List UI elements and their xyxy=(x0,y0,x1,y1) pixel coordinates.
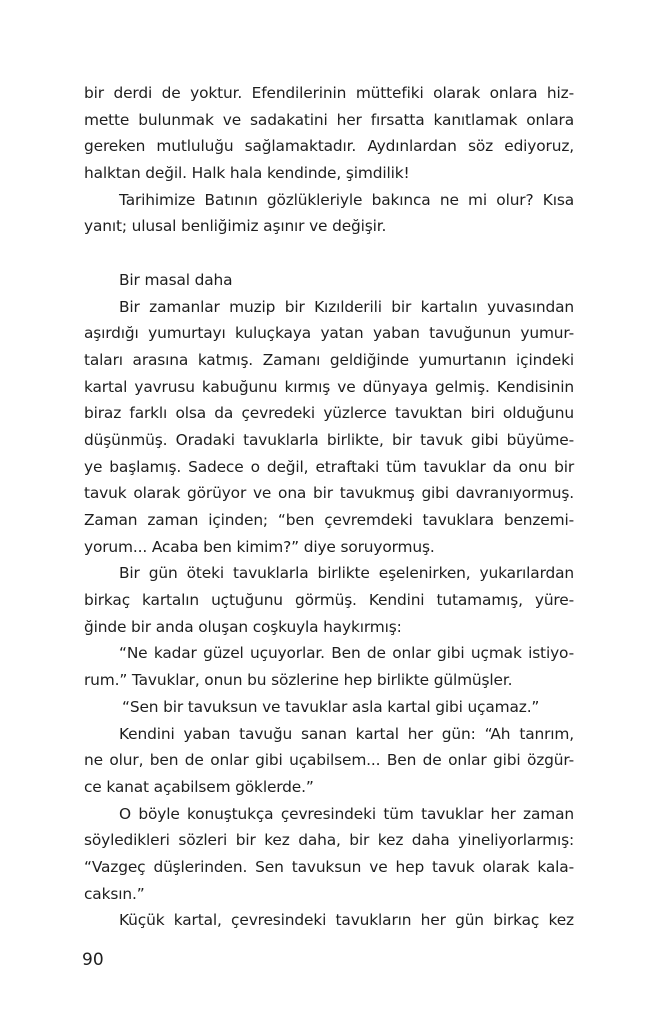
text-line: yanıt; ulusal benliğimiz aşınır ve değişir. xyxy=(84,217,387,236)
text-line: Kendini yaban tavuğu sanan kartal her gün: “Ah tanrım, xyxy=(119,724,574,743)
paragraph-gap xyxy=(84,240,574,267)
text-line: tavuk olarak görüyor ve ona bir tavukmuş gibi davranıyormuş. xyxy=(84,484,574,503)
text-line: düşünmüş. Oradaki tavuklarla birlikte, bir tavuk gibi büyüme- xyxy=(84,430,574,449)
text-line: Küçük kartal, çevresindeki tavukların her gün birkaç kez xyxy=(119,911,574,930)
text-line: biraz farklı olsa da çevredeki yüzlerce tavuktan biri olduğunu xyxy=(84,404,574,423)
text-line: Zaman zaman içinden; “ben çevremdeki tavuklara benzemi- xyxy=(84,511,574,529)
text-line: “Sen bir tavuksun ve tavuklar asla kartal gibi uçamaz.” xyxy=(122,697,540,716)
section-heading: Bir masal daha xyxy=(119,270,233,289)
text-line: halktan değil. Halk hala kendinde, şimdilik! xyxy=(84,164,410,183)
text-line: mette bulunmak ve sadakatini her fırsatta kanıtlamak onlara xyxy=(84,110,574,129)
text-line: birkaç kartalın uçtuğunu görmüş. Kendini tutamamış, yüre- xyxy=(84,591,574,610)
text-line: rum.” Tavuklar, onun bu sözlerine hep birlikte gülmüşler. xyxy=(84,671,513,690)
text-line: Tarihimize Batının gözlükleriyle bakınca ne mi olur? Kısa xyxy=(119,190,574,209)
text-line: Bir gün öteki tavuklarla birlikte eşelenirken, yukarılardan xyxy=(119,564,574,583)
text-line: O böyle konuştukça çevresindeki tüm tavuklar her zaman xyxy=(119,804,574,823)
text-line: söyledikleri sözleri bir kez daha, bir kez daha yineliyorlarmış: xyxy=(84,831,574,850)
text-line: taları arasına katmış. Zamanı geldiğinde yumurtanın içindeki xyxy=(84,350,574,369)
text-line: aşırdığı yumurtayı kuluçkaya yatan yaban tavuğunun yumur- xyxy=(84,324,574,343)
text-line: bir derdi de yoktur. Efendilerinin müttefiki olarak onlara hiz- xyxy=(84,84,574,102)
text-line: ne olur, ben de onlar gibi uçabilsem... Ben de onlar gibi özgür- xyxy=(84,751,574,770)
text-line: gereken mutluluğu sağlamaktadır. Aydınlardan söz ediyoruz, xyxy=(84,137,574,156)
text-line: Bir zamanlar muzip bir Kızılderili bir kartalın yuvasından xyxy=(119,297,574,316)
text-line: ğinde bir anda oluşan coşkuyla haykırmış: xyxy=(84,617,402,636)
text-line: ce kanat açabilsem göklerde.” xyxy=(84,777,314,796)
text-line: “Vazgeç düşlerinden. Sen tavuksun ve hep tavuk olarak kala- xyxy=(84,857,574,876)
text-line: caksın.” xyxy=(84,884,145,903)
page-body xyxy=(84,80,574,934)
text-line: ye başlamış. Sadece o değil, etraftaki tüm tavuklar da onu bir xyxy=(84,457,574,476)
page-number: 90 xyxy=(82,950,104,970)
text-line: yorum... Acaba ben kimim?” diye soruyormuş. xyxy=(84,537,435,556)
text-line: “Ne kadar güzel uçuyorlar. Ben de onlar gibi uçmak istiyo- xyxy=(119,644,574,663)
text-line: kartal yavrusu kabuğunu kırmış ve dünyaya gelmiş. Kendisinin xyxy=(84,377,574,396)
